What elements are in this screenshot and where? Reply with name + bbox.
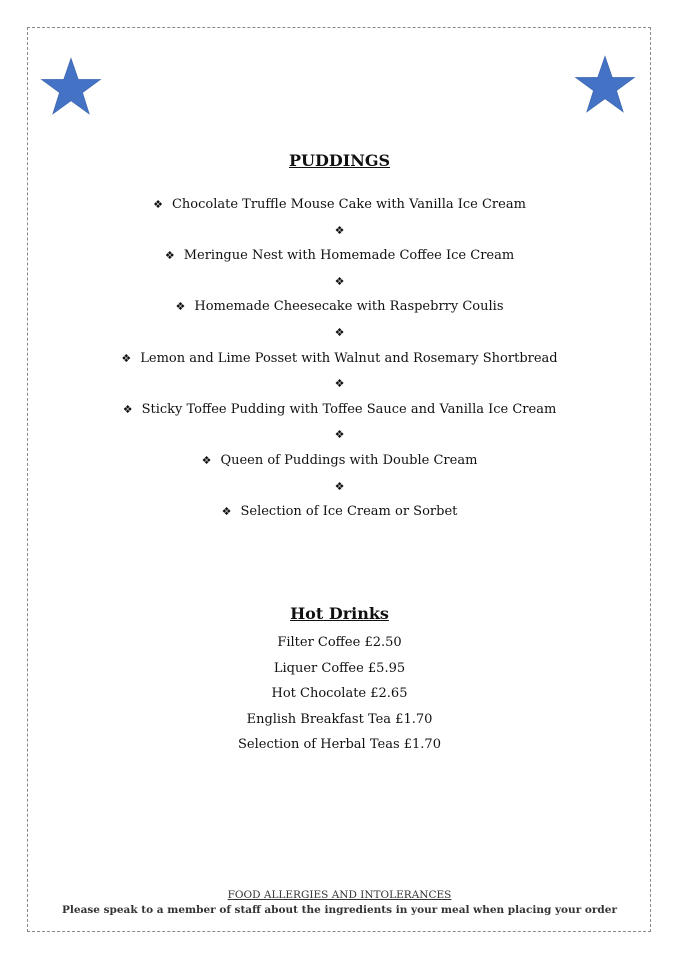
list-item xyxy=(0,349,679,400)
star-icon xyxy=(41,58,100,114)
hot-drinks-title: Hot Drinks xyxy=(290,604,389,623)
star-icon-left xyxy=(40,57,102,119)
pudding-item-label: Queen of Puddings with Double Cream xyxy=(220,452,478,468)
diamond-bullet-icon: ❖ xyxy=(121,351,132,365)
drink-item: Selection of Herbal Teas £1.70 xyxy=(238,737,441,753)
pudding-item-label: Selection of Ice Cream or Sorbet xyxy=(240,504,458,520)
diamond-bullet-icon: ❖ xyxy=(175,300,186,314)
hot-drinks-list xyxy=(0,633,679,761)
pudding-item-label: Lemon and Lime Posset with Walnut and Rosemary Shortbread xyxy=(140,350,558,366)
diamond-separator-icon: ❖ xyxy=(334,428,345,442)
drink-item: Filter Coffee £2.50 xyxy=(277,635,402,650)
list-item xyxy=(0,246,679,297)
pudding-item-label: Sticky Toffee Pudding with Toffee Sauce and Vanilla Ice Cream xyxy=(141,401,557,417)
diamond-separator-icon: ❖ xyxy=(334,325,345,339)
pudding-item-label: Homemade Cheesecake with Raspebrry Coulis xyxy=(194,299,504,315)
diamond-bullet-icon: ❖ xyxy=(122,402,133,416)
pudding-item-label: Meringue Nest with Homemade Coffee Ice Cream xyxy=(183,248,515,264)
diamond-separator-icon: ❖ xyxy=(334,223,345,237)
list-item xyxy=(0,297,679,348)
drink-item: English Breakfast Tea £1.70 xyxy=(246,711,433,727)
pudding-item-label: Chocolate Truffle Mouse Cake with Vanilla Ice Cream xyxy=(171,197,526,212)
star-icon-right xyxy=(574,55,636,117)
list-item xyxy=(0,451,679,502)
diamond-bullet-icon: ❖ xyxy=(201,453,212,467)
list-item xyxy=(0,502,679,553)
drink-item: Hot Chocolate £2.65 xyxy=(271,686,408,702)
diamond-bullet-icon: ❖ xyxy=(153,198,163,211)
diamond-bullet-icon: ❖ xyxy=(164,249,175,263)
diamond-bullet-icon: ❖ xyxy=(221,505,232,519)
allergies-note: Please speak to a member of staff about the ingredients in your meal when placing your order xyxy=(62,904,617,916)
puddings-list xyxy=(0,195,679,553)
diamond-separator-icon: ❖ xyxy=(334,274,345,288)
allergies-heading: FOOD ALLERGIES AND INTOLERANCES xyxy=(227,889,452,901)
drink-item: Liquer Coffee £5.95 xyxy=(273,660,406,676)
puddings-title: PUDDINGS xyxy=(288,151,391,170)
diamond-separator-icon: ❖ xyxy=(334,377,345,391)
list-item xyxy=(0,195,679,246)
diamond-separator-icon: ❖ xyxy=(334,479,345,493)
list-item xyxy=(0,400,679,451)
star-icon xyxy=(575,56,634,112)
